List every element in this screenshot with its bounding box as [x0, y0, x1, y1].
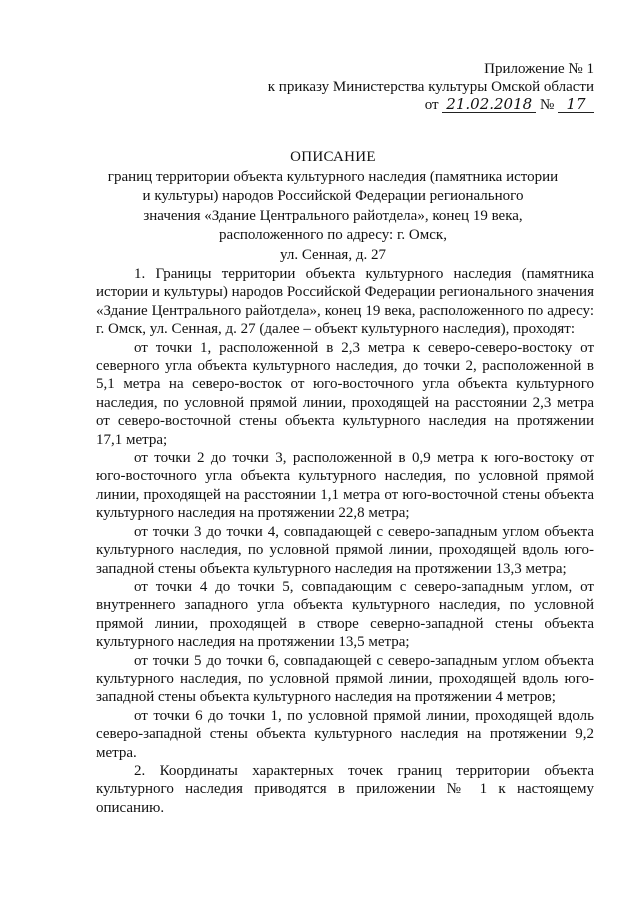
annex-handwritten-date: 21.02.2018 — [442, 96, 536, 113]
paragraph-point-1-2: от точки 1, расположенной в 2,3 метра к северо-северо-востоку от северного угла объекта культурного наследия, до точки 2, расположенной в 5,1 метра на северо-восток от юго-восточного угла объекта культурного наследия, по условной прямой линии, проходящей на расстоянии 2,3 метра от северо-восточной стены объекта культурного наследия на протяжении 17,1 метра; — [96, 339, 594, 448]
document-body — [96, 265, 594, 817]
annex-order-reference: к приказу Министерства культуры Омской области — [267, 79, 594, 95]
title-line-4: расположенного по адресу: г. Омск, — [219, 227, 447, 243]
paragraph-point-3-4: от точки 3 до точки 4, совпадающей с северо-западным углом объекта культурного наследия, по условной прямой линии, проходящей вдоль юго-западной стены объекта культурного наследия на протяжении 13,3 метра; — [96, 523, 594, 577]
title-line-5: ул. Сенная, д. 27 — [280, 246, 386, 263]
paragraph-1: 1. Границы территории объекта культурного наследия (памятника истории и культуры) народов Российской Федерации регионального значения «Здание Центрального райотдела», конец 19 века, расположенного по адресу: г. Омск, ул. Сенная, д. 27 (далее – объект культурного наследия), проходят: — [96, 266, 594, 338]
paragraph-point-6-1: от точки 6 до точки 1, по условной прямой линии, проходящей вдоль северо-западной стены объекта культурного наследия на протяжении 9,2 метра. — [96, 707, 594, 761]
document-title-block — [60, 148, 606, 265]
annex-title: Приложение № 1 — [484, 61, 594, 77]
annex-from-label: от — [424, 97, 439, 113]
annex-date-number-line — [268, 96, 594, 114]
title-line-2: и культуры) народов Российской Федерации регионального — [142, 188, 524, 204]
title-line-1: границ территории объекта культурного наследия (памятника истории — [107, 168, 559, 185]
annex-number-label: № — [539, 97, 555, 113]
paragraph-2: 2. Координаты характерных точек границ территории объекта культурного наследия приводятся в приложении № 1 к настоящему описанию. — [96, 762, 594, 816]
document-heading: ОПИСАНИЕ — [290, 149, 376, 165]
paragraph-point-2-3: от точки 2 до точки 3, расположенной в 0,9 метра к юго-востоку от юго-восточного угла объекта культурного наследия, по условной прямой линии, проходящей на расстоянии 1,1 метра от юго-восточной стены объекта культурного наследия на протяжении 22,8 метра; — [96, 450, 594, 522]
paragraph-point-5-6: от точки 5 до точки 6, совпадающей с северо-западным углом объекта культурного наследия, по условной прямой линии, проходящей вдоль юго-западной стены объекта культурного наследия на протяжении 4 метров; — [96, 652, 594, 706]
annex-header — [268, 60, 594, 114]
title-line-3: значения «Здание Центрального райотдела», конец 19 века, — [143, 207, 523, 224]
annex-handwritten-number: 17 — [558, 96, 594, 113]
paragraph-point-4-5: от точки 4 до точки 5, совпадающим с северо-западным углом, от внутреннего западного угла объекта культурного наследия, по условной прямой линии, проходящей в створе северно-западной стены объекта культурного наследия на протяжении 13,5 метра; — [96, 578, 594, 651]
